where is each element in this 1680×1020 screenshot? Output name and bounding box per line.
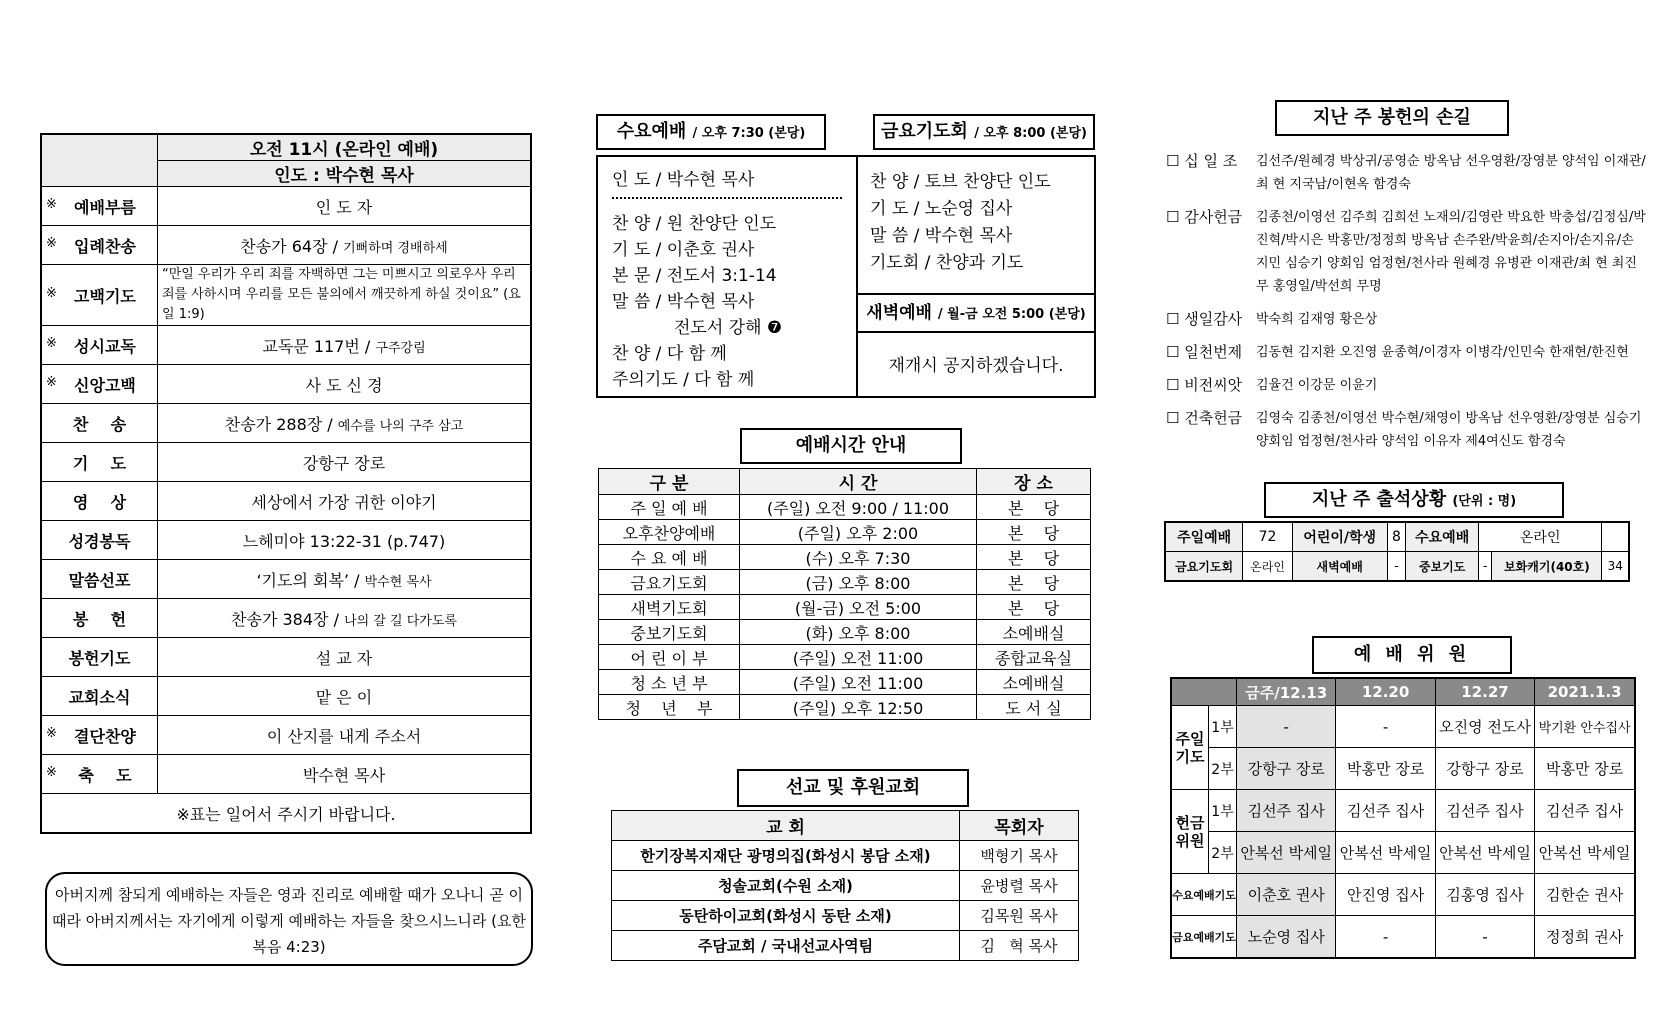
staff-category: 헌금 위원 <box>1171 790 1209 874</box>
order-item-label <box>41 443 158 482</box>
order-item-content <box>158 677 532 716</box>
order-item-content <box>158 599 532 638</box>
schedule-cell: 오후찬양예배 <box>599 520 740 545</box>
schedule-row <box>599 595 1091 620</box>
schedule-row <box>599 570 1091 595</box>
schedule-cell: 금요기도회 <box>599 570 740 595</box>
attendance-cell: 8 <box>1387 522 1406 552</box>
order-label-text: 결단찬양 <box>74 726 136 746</box>
order-content-text: ‘기도의 회복’ / <box>256 570 360 590</box>
order-row <box>41 226 531 265</box>
mission-church: 동탄하이교회(화성시 동탄 소재) <box>612 901 960 931</box>
offering-label: ☐ 비전씨앗 <box>1166 376 1243 394</box>
offering-label: ☐ 십 일 조 <box>1166 152 1238 170</box>
staff-cell: 김선주 집사 <box>1336 790 1435 832</box>
staff-cell: 오진영 전도사 <box>1435 706 1534 748</box>
schedule-header: 시 간 <box>740 469 977 495</box>
schedule-cell: 도 서 실 <box>977 695 1091 720</box>
mission-pastor: 윤병렬 목사 <box>960 871 1079 901</box>
order-item-label <box>41 187 158 226</box>
schedule-cell: 본 당 <box>977 570 1091 595</box>
scripture-verse-box: 아버지께 참되게 예배하는 자들은 영과 진리로 예배할 때가 오나니 곧 이 때라 아버지께서는 자기에게 이렇게 예배하는 자들을 찾으시느니라 (요한복음 4:23) <box>45 872 533 966</box>
staff-row <box>1171 874 1635 916</box>
order-content-text: 찬송가 288장 / <box>224 414 333 434</box>
order-label-text: 영 상 <box>72 492 127 512</box>
service-leader-header: 인도 : 박수현 목사 <box>158 161 532 187</box>
worship-schedule-table <box>598 468 1091 720</box>
offering-item <box>1166 341 1646 364</box>
offering-names: 김동현 김지환 오진영 윤종혁/이경자 이병각/인민숙 한재현/한진현 <box>1256 345 1629 360</box>
staff-cell: 안복선 박세일 <box>1435 832 1534 874</box>
staff-date-header: 2021.1.3 <box>1535 678 1635 706</box>
friday-line: 찬 양 / 토브 찬양단 인도 <box>870 172 1051 192</box>
order-row <box>41 716 531 755</box>
staff-cell: 김홍영 집사 <box>1435 874 1534 916</box>
offering-label: ☐ 생일감사 <box>1166 310 1243 328</box>
schedule-cell: 청 년 부 <box>599 695 740 720</box>
friday-prayer-box <box>856 155 1096 398</box>
mission-title: 선교 및 후원교회 <box>737 769 969 807</box>
order-row <box>41 521 531 560</box>
standing-mark: ※ <box>46 374 57 390</box>
offering-title: 지난 주 봉헌의 손길 <box>1275 100 1509 136</box>
staff-row <box>1171 832 1635 874</box>
attendance-cell: 어린이/학생 <box>1292 522 1387 552</box>
order-content-text: 박수현 목사 <box>302 765 386 785</box>
order-row <box>41 677 531 716</box>
order-item-content <box>158 365 532 404</box>
worship-staff-table <box>1170 677 1636 959</box>
mission-church: 한기장복지재단 광명의집(화성시 봉담 소재) <box>612 841 960 871</box>
staff-cell: 김한순 권사 <box>1535 874 1635 916</box>
order-row <box>41 326 531 365</box>
dawn-service-title: 새벽예배 / 월-금 오전 5:00 (본당) <box>858 295 1094 333</box>
order-item-label <box>41 677 158 716</box>
order-content-text: 이 산지를 내게 주소서 <box>266 726 422 746</box>
order-row <box>41 755 531 794</box>
staff-row <box>1171 748 1635 790</box>
attendance-cell: 새벽예배 <box>1292 552 1387 582</box>
order-row <box>41 599 531 638</box>
order-item-content <box>158 755 532 794</box>
order-label-text: 말씀선포 <box>68 570 131 590</box>
order-label-text: 예배부름 <box>74 197 136 217</box>
order-content-note: 기뻐하며 경배하세 <box>343 240 448 256</box>
schedule-header: 구 분 <box>599 469 740 495</box>
staff-row <box>1171 916 1635 959</box>
staff-subgroup: 1부 <box>1209 790 1237 832</box>
order-content-text: 찬송가 384장 / <box>231 609 339 629</box>
schedule-cell: (주일) 오전 11:00 <box>740 645 977 670</box>
order-label-text: 신앙고백 <box>74 375 136 395</box>
order-row <box>41 187 531 226</box>
schedule-row <box>599 645 1091 670</box>
staff-cell: 박기환 안수집사 <box>1535 706 1635 748</box>
mission-header: 교 회 <box>612 811 960 841</box>
schedule-header: 장 소 <box>977 469 1091 495</box>
attendance-cell: 온라인 <box>1243 552 1293 582</box>
order-content-note: 예수를 나의 구주 삼고 <box>337 418 464 434</box>
offering-item <box>1166 150 1646 196</box>
dawn-notice: 재개시 공지하겠습니다. <box>888 356 1064 376</box>
schedule-cell: (주일) 오전 9:00 / 11:00 <box>740 495 977 520</box>
staff-cell: 안복선 박세일 <box>1336 832 1435 874</box>
attendance-cell: - <box>1387 552 1406 582</box>
offering-item <box>1166 407 1646 453</box>
order-item-label <box>41 482 158 521</box>
order-item-label <box>41 404 158 443</box>
attendance-cell: 34 <box>1602 552 1629 582</box>
schedule-cell: 본 당 <box>977 595 1091 620</box>
staff-header-blank <box>1171 678 1237 706</box>
order-row <box>41 638 531 677</box>
offering-names: 김영숙 김종천/이영선 박수현/채영이 방옥남 선우영환/장영분 심승기 양회임 엄정현/천사라 양석임 이유자 제4여신도 함경숙 <box>1256 411 1642 449</box>
attendance-table <box>1164 521 1630 582</box>
schedule-row <box>599 545 1091 570</box>
schedule-cell: (월-금) 오전 5:00 <box>740 595 977 620</box>
order-item-label <box>41 521 158 560</box>
order-content-text: 느헤미야 13:22-31 (p.747) <box>242 531 446 551</box>
staff-date-header: 12.27 <box>1435 678 1534 706</box>
staff-cell: - <box>1237 706 1336 748</box>
offering-label: ☐ 감사헌금 <box>1166 208 1243 226</box>
order-content-text: 찬송가 64장 / <box>240 236 339 256</box>
order-content-text: 강항구 장로 <box>302 453 386 473</box>
order-row <box>41 365 531 404</box>
order-row <box>41 443 531 482</box>
mission-pastor: 백형기 목사 <box>960 841 1079 871</box>
order-content-text: 인 도 자 <box>315 197 373 217</box>
attendance-cell: 72 <box>1243 522 1293 552</box>
order-of-service-table <box>40 133 532 834</box>
order-content-note: 박수현 목사 <box>364 574 432 590</box>
order-content-note: 구주강림 <box>375 340 426 356</box>
order-item-content <box>158 482 532 521</box>
dotted-divider <box>612 197 842 199</box>
staff-row <box>1171 706 1635 748</box>
friday-prayer-title: 금요기도회 / 오후 8:00 (본당) <box>873 114 1095 150</box>
mission-row <box>612 931 1079 961</box>
standing-mark: ※ <box>46 196 57 212</box>
order-item-label <box>41 265 158 326</box>
attendance-cell: 중보기도 <box>1406 552 1479 582</box>
order-label-text: 성시교독 <box>74 336 136 356</box>
order-item-content <box>158 265 532 326</box>
mission-row <box>612 871 1079 901</box>
schedule-cell: (주일) 오후 2:00 <box>740 520 977 545</box>
staff-cell: 박홍만 장로 <box>1336 748 1435 790</box>
mission-header: 목회자 <box>960 811 1079 841</box>
schedule-row <box>599 695 1091 720</box>
order-content-text: 세상에서 가장 귀한 이야기 <box>251 492 437 512</box>
schedule-cell: 어 린 이 부 <box>599 645 740 670</box>
order-row <box>41 265 531 326</box>
order-item-content <box>158 326 532 365</box>
staff-category: 금요예배기도 <box>1171 916 1237 959</box>
wednesday-line: 주의기도 / 다 함 께 <box>612 370 755 390</box>
schedule-row <box>599 620 1091 645</box>
attendance-cell: - <box>1478 552 1491 582</box>
order-item-content <box>158 187 532 226</box>
schedule-cell: 본 당 <box>977 495 1091 520</box>
staff-cell: 강항구 장로 <box>1237 748 1336 790</box>
mission-pastor: 김 혁 목사 <box>960 931 1079 961</box>
order-label-text: 기 도 <box>72 453 127 473</box>
schedule-cell: 본 당 <box>977 520 1091 545</box>
mission-church: 청솔교회(수원 소재) <box>612 871 960 901</box>
staff-title: 예 배 위 원 <box>1312 636 1512 674</box>
standing-mark: ※ <box>46 725 57 741</box>
staff-category: 수요예배기도 <box>1171 874 1237 916</box>
schedule-title: 예배시간 안내 <box>740 428 962 464</box>
order-item-content <box>158 521 532 560</box>
staff-cell: 안진영 집사 <box>1336 874 1435 916</box>
attendance-title: 지난 주 출석상황 (단위 : 명) <box>1264 482 1564 518</box>
order-item-content <box>158 716 532 755</box>
order-label-text: 고백기도 <box>74 286 136 306</box>
schedule-cell: 청 소 년 부 <box>599 670 740 695</box>
staff-cell: 정정희 권사 <box>1535 916 1635 959</box>
order-content-text: “만일 우리가 우리 죄를 자백하면 그는 미쁘시고 의로우사 우리 죄를 사하시며 우리를 모든 불의에서 깨끗하게 하실 것이요” (요일 1:9) <box>162 267 521 322</box>
wednesday-service-box <box>596 155 858 398</box>
staff-date-header: 금주/12.13 <box>1237 678 1336 706</box>
schedule-cell: (주일) 오전 11:00 <box>740 670 977 695</box>
mission-row <box>612 841 1079 871</box>
mission-row <box>612 901 1079 931</box>
wednesday-line: 찬 양 / 원 찬양단 인도 <box>612 214 777 234</box>
attendance-cell: 수요예배 <box>1406 522 1479 552</box>
staff-row <box>1171 790 1635 832</box>
schedule-cell: 소예배실 <box>977 620 1091 645</box>
order-content-note: 나의 갈 길 다가도록 <box>344 613 457 629</box>
staff-cell: 안복선 박세일 <box>1535 832 1635 874</box>
mission-pastor: 김목원 목사 <box>960 901 1079 931</box>
wednesday-line: 전도서 강해 ❼ <box>674 318 783 338</box>
schedule-row <box>599 520 1091 545</box>
standing-mark: ※ <box>46 764 57 780</box>
order-item-content <box>158 560 532 599</box>
order-item-content <box>158 404 532 443</box>
staff-cell: - <box>1336 916 1435 959</box>
schedule-cell: (금) 오후 8:00 <box>740 570 977 595</box>
schedule-cell: (화) 오후 8:00 <box>740 620 977 645</box>
order-label-text: 입례찬송 <box>74 236 136 256</box>
staff-subgroup: 2부 <box>1209 832 1237 874</box>
schedule-cell: 중보기도회 <box>599 620 740 645</box>
order-item-label <box>41 638 158 677</box>
staff-subgroup: 1부 <box>1209 706 1237 748</box>
staff-cell: 강항구 장로 <box>1435 748 1534 790</box>
schedule-cell: (수) 오후 7:30 <box>740 545 977 570</box>
staff-date-header: 12.20 <box>1336 678 1435 706</box>
order-item-label <box>41 716 158 755</box>
mission-churches-table <box>611 810 1079 961</box>
standing-mark: ※ <box>46 335 57 351</box>
order-item-label <box>41 599 158 638</box>
offering-item <box>1166 206 1646 298</box>
staff-cell: 김선주 집사 <box>1535 790 1635 832</box>
order-label-text: 교회소식 <box>68 687 131 707</box>
order-item-content <box>158 638 532 677</box>
friday-line: 기도회 / 찬양과 기도 <box>870 253 1024 273</box>
schedule-row <box>599 670 1091 695</box>
attendance-cell: 온라인 <box>1478 522 1601 552</box>
order-row <box>41 560 531 599</box>
order-label-text: 봉헌기도 <box>68 648 131 668</box>
staff-subgroup: 2부 <box>1209 748 1237 790</box>
standing-mark: ※ <box>46 285 57 301</box>
mission-church: 주담교회 / 국내선교사역팀 <box>612 931 960 961</box>
staff-cell: 이춘호 권사 <box>1237 874 1336 916</box>
schedule-cell: 수 요 예 배 <box>599 545 740 570</box>
wednesday-line: 말 씀 / 박수현 목사 <box>612 292 755 312</box>
wednesday-line: 인 도 / 박수현 목사 <box>612 170 755 190</box>
order-label-text: 축 도 <box>78 765 132 785</box>
friday-line: 기 도 / 노순영 집사 <box>870 199 1013 219</box>
order-label-text: 봉 헌 <box>72 609 127 629</box>
order-item-content <box>158 443 532 482</box>
offering-names: 김율건 이강문 이윤기 <box>1256 378 1378 393</box>
staff-cell: 안복선 박세일 <box>1237 832 1336 874</box>
order-item-label <box>41 226 158 265</box>
staff-category: 주일 기도 <box>1171 706 1209 790</box>
schedule-cell: 소예배실 <box>977 670 1091 695</box>
attendance-cell: 금요기도회 <box>1165 552 1243 582</box>
attendance-cell: 보화캐기(40호) <box>1492 552 1602 582</box>
offering-item <box>1166 374 1646 397</box>
order-item-label <box>41 326 158 365</box>
wednesday-service-title: 수요예배 / 오후 7:30 (본당) <box>596 114 826 150</box>
friday-line: 말 씀 / 박수현 목사 <box>870 226 1013 246</box>
offering-item <box>1166 308 1646 331</box>
staff-cell: 노순영 집사 <box>1237 916 1336 959</box>
offering-list <box>1166 150 1646 463</box>
offering-label: ☐ 건축헌금 <box>1166 409 1243 427</box>
order-item-label <box>41 755 158 794</box>
order-item-label <box>41 560 158 599</box>
order-item-label <box>41 365 158 404</box>
offering-names: 박숙희 김재영 황은상 <box>1256 312 1378 327</box>
standing-note: ※표는 일어서 주시기 바랍니다. <box>41 794 531 834</box>
schedule-cell: 주 일 예 배 <box>599 495 740 520</box>
wednesday-line: 기 도 / 이춘호 권사 <box>612 240 755 260</box>
wednesday-line: 본 문 / 전도서 3:1-14 <box>612 266 777 286</box>
offering-label: ☐ 일천번제 <box>1166 343 1243 361</box>
schedule-cell: (주일) 오후 12:50 <box>740 695 977 720</box>
order-row <box>41 404 531 443</box>
order-content-text: 교독문 117번 / <box>262 336 371 356</box>
schedule-cell: 새벽기도회 <box>599 595 740 620</box>
schedule-cell: 본 당 <box>977 545 1091 570</box>
staff-cell: - <box>1435 916 1534 959</box>
order-header-blank <box>41 134 158 187</box>
wednesday-line: 찬 양 / 다 함 께 <box>612 344 727 364</box>
order-label-text: 성경봉독 <box>68 531 131 551</box>
schedule-cell: 종합교육실 <box>977 645 1091 670</box>
order-item-content <box>158 226 532 265</box>
order-content-text: 사 도 신 경 <box>305 375 383 395</box>
order-label-text: 찬 송 <box>72 414 127 434</box>
offering-names: 김종천/이영선 김주희 김희선 노재의/김영란 박요한 박충섭/김정심/박진혁/박시은 박홍만/정정희 방옥남 손주완/박윤희/손지아/손지유/손지민 심승기 양회임 엄정현/천사라 원혜경 유병관 이재관/최 현 최진무 홍영일/박선희 무명 <box>1256 210 1646 294</box>
order-content-text: 맡 은 이 <box>315 687 373 707</box>
standing-mark: ※ <box>46 235 57 251</box>
order-content-text: 설 교 자 <box>315 648 373 668</box>
service-time-header: 오전 11시 (온라인 예배) <box>158 134 532 161</box>
attendance-cell: 주일예배 <box>1165 522 1243 552</box>
order-row <box>41 482 531 521</box>
staff-cell: 김선주 집사 <box>1435 790 1534 832</box>
staff-cell: 박홍만 장로 <box>1535 748 1635 790</box>
schedule-row <box>599 495 1091 520</box>
offering-names: 김선주/원혜경 박상귀/공영순 방옥남 선우영환/장영분 양석임 이재관/최 현 지국남/이현옥 함경숙 <box>1256 154 1646 192</box>
staff-cell: - <box>1336 706 1435 748</box>
staff-cell: 김선주 집사 <box>1237 790 1336 832</box>
